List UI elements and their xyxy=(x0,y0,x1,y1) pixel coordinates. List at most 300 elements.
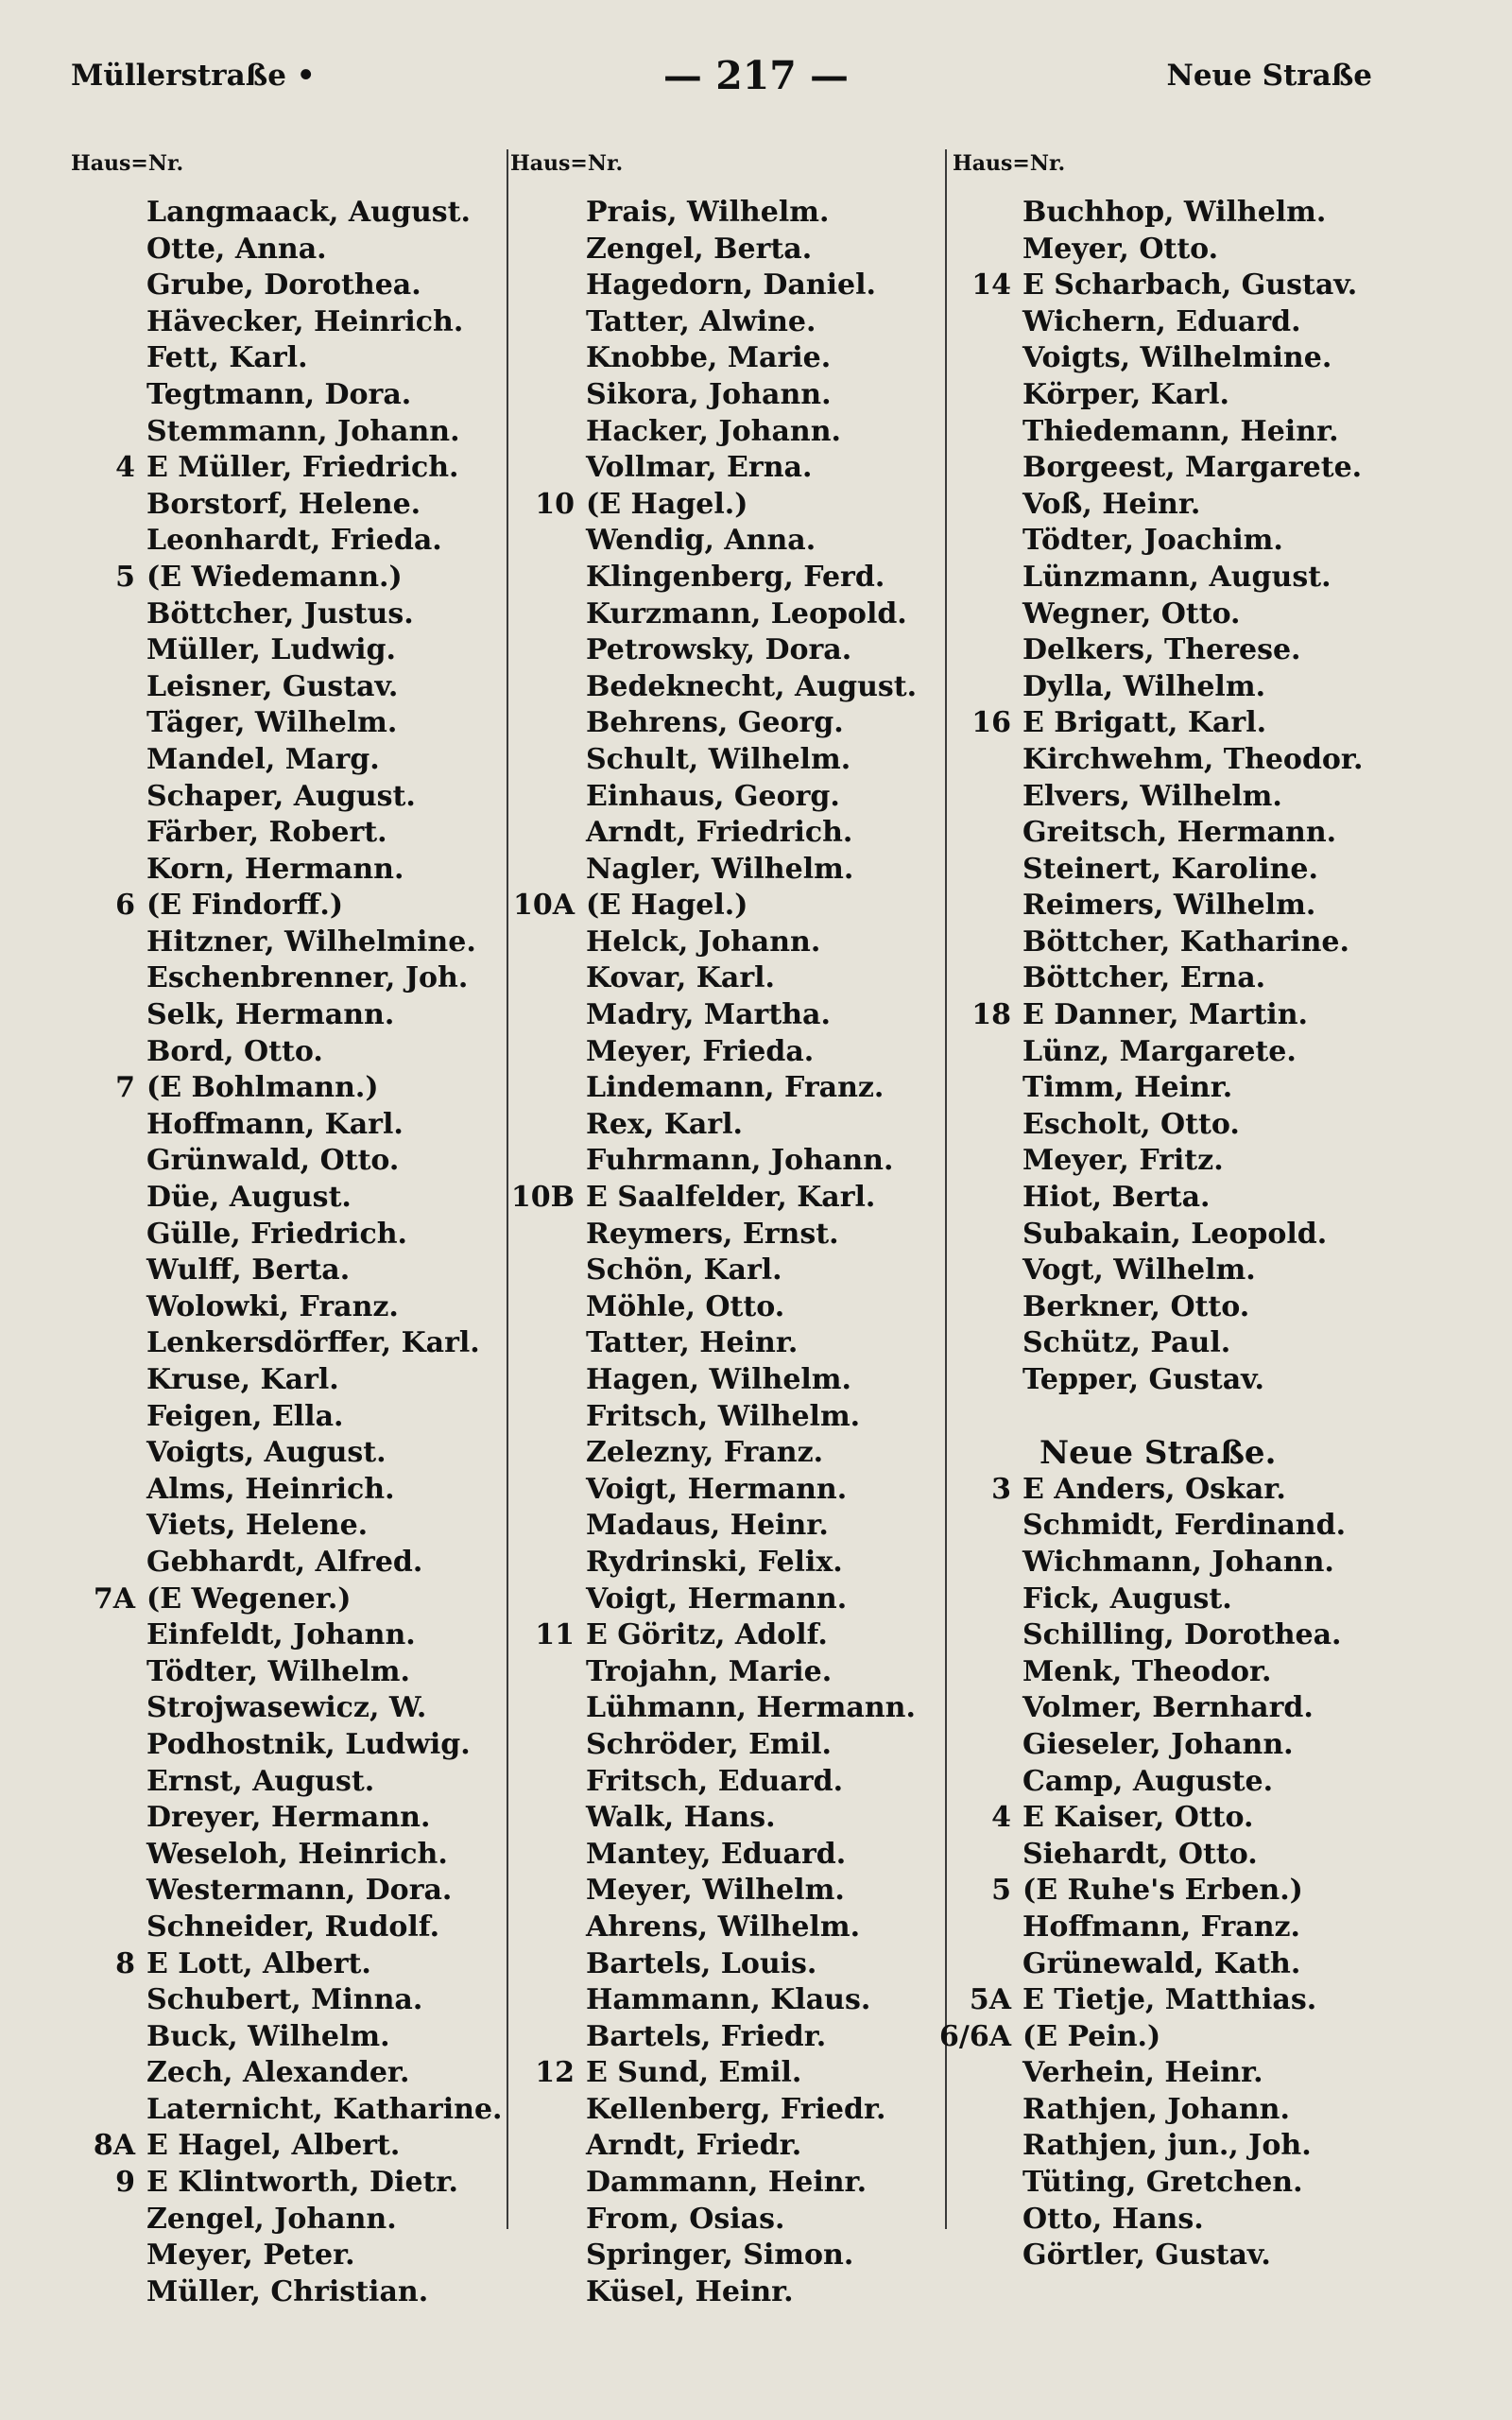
resident-name: Behrens, Georg. xyxy=(586,706,844,740)
directory-entry xyxy=(1022,2165,1363,2202)
resident-name: Hagen, Wilhelm. xyxy=(586,1363,851,1396)
resident-name: Rex, Karl. xyxy=(586,1107,743,1141)
directory-entry xyxy=(1022,1508,1363,1545)
directory-entry xyxy=(586,2202,917,2238)
resident-name: Möhle, Otto. xyxy=(586,1289,785,1323)
house-number: 12 xyxy=(535,2056,575,2090)
resident-name: Tatter, Heinr. xyxy=(586,1326,799,1360)
resident-name: Dreyer, Hermann. xyxy=(146,1801,431,1835)
resident-name: Lünz, Margarete. xyxy=(1022,1034,1297,1068)
resident-name: Böttcher, Justus. xyxy=(146,596,414,631)
resident-name: (E Hagel.) xyxy=(586,487,748,521)
directory-entry xyxy=(146,742,502,779)
directory-entry xyxy=(146,1325,502,1362)
resident-name: (E Wiedemann.) xyxy=(146,560,403,594)
resident-name: Fuhrmann, Johann. xyxy=(586,1144,894,1178)
resident-name: Schaper, August. xyxy=(146,779,416,813)
directory-entry xyxy=(146,815,502,852)
directory-entry xyxy=(146,1764,502,1801)
directory-entry xyxy=(146,1617,502,1654)
directory-entry xyxy=(1022,195,1363,232)
resident-name: Arndt, Friedrich. xyxy=(586,816,853,850)
directory-entry xyxy=(586,1362,917,1399)
directory-entry xyxy=(586,997,917,1034)
directory-entry xyxy=(586,1982,917,2019)
resident-name: Wegner, Otto. xyxy=(1022,596,1241,631)
resident-name: E Brigatt, Karl. xyxy=(1022,706,1267,740)
resident-name: Tödter, Joachim. xyxy=(1022,524,1283,558)
resident-name: Trojahn, Marie. xyxy=(586,1654,833,1688)
directory-entry xyxy=(586,1690,917,1727)
directory-entry xyxy=(512,888,917,925)
resident-name: Schubert, Minna. xyxy=(146,1983,423,2017)
house-number: 8A xyxy=(93,2129,135,2163)
directory-entry xyxy=(586,815,917,852)
directory-entry xyxy=(146,2238,502,2274)
directory-entry xyxy=(1022,632,1363,669)
column-2 xyxy=(510,195,918,2310)
house-number: 6/6A xyxy=(939,2019,1011,2053)
resident-name: Kurzmann, Leopold. xyxy=(586,596,907,631)
page-number: — 217 — xyxy=(662,53,850,98)
resident-name: (E Pein.) xyxy=(1022,2019,1161,2053)
directory-entry xyxy=(1022,1107,1363,1144)
directory-entry xyxy=(586,1472,917,1509)
directory-entry xyxy=(1022,1946,1363,1983)
directory-entry xyxy=(146,1873,502,1910)
directory-entry xyxy=(586,1800,917,1837)
directory-entry xyxy=(146,2202,502,2238)
directory-entry xyxy=(586,2092,917,2129)
resident-name: Voß, Heinr. xyxy=(1022,487,1201,521)
house-number: 10A xyxy=(512,889,575,923)
resident-name: Dylla, Wilhelm. xyxy=(1022,669,1266,703)
directory-entry xyxy=(586,742,917,779)
house-number: 10 xyxy=(535,487,575,521)
directory-entry xyxy=(586,1034,917,1071)
resident-name: Borgeest, Margarete. xyxy=(1022,451,1363,485)
directory-entry xyxy=(146,669,502,706)
directory-entry xyxy=(146,1545,502,1582)
directory-entry xyxy=(586,1435,917,1472)
directory-entry xyxy=(586,340,917,377)
resident-name: Tegtmann, Dora. xyxy=(146,377,412,411)
directory-entry xyxy=(586,560,917,596)
directory-entry xyxy=(1022,1289,1363,1326)
house-number: 11 xyxy=(535,1618,575,1652)
resident-name: Ahrens, Wilhelm. xyxy=(586,1910,861,1944)
resident-name: Gieseler, Johann. xyxy=(1022,1727,1294,1761)
directory-entry xyxy=(146,705,502,742)
header-left-street: Müllerstraße • xyxy=(71,59,316,93)
directory-entry xyxy=(1022,2055,1363,2092)
resident-name: Lenkersdörffer, Karl. xyxy=(146,1326,480,1360)
resident-name: Hiot, Berta. xyxy=(1022,1181,1211,1215)
directory-entry xyxy=(146,1800,502,1837)
resident-name: Buck, Wilhelm. xyxy=(146,2019,390,2053)
resident-name: E Göritz, Adolf. xyxy=(586,1618,828,1652)
resident-name: Reimers, Wilhelm. xyxy=(1022,889,1316,923)
resident-name: Körper, Karl. xyxy=(1022,377,1229,411)
resident-name: Meyer, Fritz. xyxy=(1022,1144,1224,1178)
resident-name: (E Findorff.) xyxy=(146,889,344,923)
resident-name: Otte, Anna. xyxy=(146,232,327,266)
resident-name: Madry, Martha. xyxy=(586,998,831,1032)
resident-name: Lühmann, Hermann. xyxy=(586,1691,916,1725)
directory-entry xyxy=(1022,1764,1363,1801)
directory-entry xyxy=(971,268,1363,304)
directory-entry xyxy=(1022,377,1363,414)
resident-name: Schütz, Paul. xyxy=(1022,1326,1231,1360)
directory-entry xyxy=(146,1982,502,2019)
directory-entry xyxy=(586,1070,917,1107)
directory-entry xyxy=(586,1325,917,1362)
directory-entry xyxy=(1022,1582,1363,1618)
directory-entry xyxy=(586,1545,917,1582)
directory-entry xyxy=(586,1910,917,1946)
directory-entry xyxy=(586,925,917,961)
resident-name: Gebhardt, Alfred. xyxy=(146,1545,423,1579)
directory-entry xyxy=(586,779,917,816)
directory-entry xyxy=(115,2165,502,2202)
directory-entry xyxy=(1022,960,1363,997)
resident-name: Wichern, Eduard. xyxy=(1022,304,1301,338)
resident-name: Reymers, Ernst. xyxy=(586,1217,839,1251)
directory-entry xyxy=(586,2238,917,2274)
neue-strasse-list xyxy=(939,1472,1363,2274)
resident-name: Madaus, Heinr. xyxy=(586,1509,829,1543)
directory-entry xyxy=(146,340,502,377)
directory-entry xyxy=(115,450,502,487)
directory-entry xyxy=(1022,596,1363,633)
directory-entry xyxy=(586,669,917,706)
resident-name: Voigt, Hermann. xyxy=(586,1582,848,1616)
resident-name: Tatter, Alwine. xyxy=(586,304,816,338)
resident-name: Tepper, Gustav. xyxy=(1022,1363,1264,1396)
resident-name: Bedeknecht, August. xyxy=(586,669,918,703)
directory-entry xyxy=(146,1217,502,1253)
directory-entry xyxy=(586,304,917,341)
directory-entry xyxy=(146,2019,502,2056)
directory-entry xyxy=(510,1180,917,1217)
directory-entry xyxy=(115,888,502,925)
house-number: 7 xyxy=(115,1071,135,1105)
directory-entry xyxy=(93,2128,502,2165)
directory-entry xyxy=(1022,1143,1363,1180)
directory-entry xyxy=(146,779,502,816)
directory-entry xyxy=(146,1253,502,1289)
directory-entry xyxy=(1022,1837,1363,1874)
resident-name: Thiedemann, Heinr. xyxy=(1022,414,1339,448)
resident-name: E Sund, Emil. xyxy=(586,2056,802,2090)
directory-entry xyxy=(1022,925,1363,961)
directory-entry xyxy=(146,997,502,1034)
house-number: 3 xyxy=(991,1472,1011,1506)
resident-name: Selk, Hermann. xyxy=(146,998,395,1032)
resident-name: Eschenbrenner, Joh. xyxy=(146,961,469,995)
column-3-list xyxy=(971,195,1364,1399)
resident-name: E Lott, Albert. xyxy=(146,1946,371,1980)
directory-entry xyxy=(586,1289,917,1326)
resident-name: Meyer, Otto. xyxy=(1022,232,1219,266)
resident-name: Alms, Heinrich. xyxy=(146,1472,395,1506)
resident-name: Vogt, Wilhelm. xyxy=(1022,1253,1256,1288)
resident-name: Bartels, Friedr. xyxy=(586,2019,827,2053)
resident-name: E Saalfelder, Karl. xyxy=(586,1181,876,1215)
resident-name: Färber, Robert. xyxy=(146,816,387,850)
house-number: 18 xyxy=(971,998,1011,1032)
resident-name: Bartels, Louis. xyxy=(586,1946,817,1980)
house-number: 5 xyxy=(991,1874,1011,1908)
directory-entry xyxy=(586,1143,917,1180)
header-right-street: Neue Straße xyxy=(1166,59,1372,93)
column-label-2: Haus=Nr. xyxy=(510,151,624,176)
house-number: 5A xyxy=(969,1983,1011,2017)
directory-entry xyxy=(146,2092,502,2129)
directory-entry xyxy=(146,1472,502,1509)
directory-entry xyxy=(146,632,502,669)
directory-entry xyxy=(586,1582,917,1618)
directory-entry xyxy=(586,1727,917,1764)
directory-entry xyxy=(1022,1910,1363,1946)
directory-entry xyxy=(586,852,917,889)
column-divider-1 xyxy=(507,149,508,2229)
directory-entry xyxy=(1022,2128,1363,2165)
resident-name: Hoffmann, Karl. xyxy=(146,1107,404,1141)
resident-name: Steinert, Karoline. xyxy=(1022,852,1318,886)
resident-name: E Tietje, Matthias. xyxy=(1022,1983,1317,2017)
resident-name: Sikora, Johann. xyxy=(586,377,832,411)
directory-entry xyxy=(1022,2202,1363,2238)
directory-entry xyxy=(1022,815,1363,852)
directory-entry xyxy=(146,960,502,997)
resident-name: Leonhardt, Frieda. xyxy=(146,524,442,558)
directory-entry xyxy=(586,195,917,232)
resident-name: Kruse, Karl. xyxy=(146,1363,339,1396)
resident-name: Langmaack, August. xyxy=(146,196,471,229)
resident-name: Schön, Karl. xyxy=(586,1253,782,1288)
resident-name: Zengel, Johann. xyxy=(146,2202,397,2236)
directory-entry xyxy=(146,523,502,560)
resident-name: (E Hagel.) xyxy=(586,889,748,923)
resident-name: Ernst, August. xyxy=(146,1764,375,1798)
resident-name: Einhaus, Georg. xyxy=(586,779,840,813)
resident-name: E Müller, Friedrich. xyxy=(146,451,459,485)
resident-name: E Hagel, Albert. xyxy=(146,2129,401,2163)
resident-name: Petrowsky, Dora. xyxy=(586,633,852,667)
resident-name: Fritsch, Wilhelm. xyxy=(586,1399,861,1433)
directory-entry xyxy=(1022,1070,1363,1107)
resident-name: Hagedorn, Daniel. xyxy=(586,268,876,302)
directory-entry xyxy=(586,596,917,633)
directory-entry xyxy=(146,1910,502,1946)
directory-entry xyxy=(146,487,502,524)
directory-entry xyxy=(146,1180,502,1217)
directory-entry xyxy=(1022,340,1363,377)
resident-name: Dammann, Heinr. xyxy=(586,2166,868,2200)
directory-entry xyxy=(586,1399,917,1436)
directory-entry xyxy=(586,1253,917,1289)
resident-name: Borstorf, Helene. xyxy=(146,487,421,521)
directory-entry xyxy=(1022,852,1363,889)
column-label-3: Haus=Nr. xyxy=(953,151,1066,176)
directory-entry xyxy=(1022,2092,1363,2129)
directory-entry xyxy=(586,1764,917,1801)
directory-entry xyxy=(1022,1217,1363,1253)
directory-entry xyxy=(586,268,917,304)
resident-name: Zelezny, Franz. xyxy=(586,1436,824,1470)
resident-name: Zech, Alexander. xyxy=(146,2056,410,2090)
resident-name: Böttcher, Erna. xyxy=(1022,961,1266,995)
resident-name: Elvers, Wilhelm. xyxy=(1022,779,1282,813)
resident-name: Delkers, Therese. xyxy=(1022,633,1301,667)
resident-name: Fick, August. xyxy=(1022,1582,1232,1616)
directory-entry xyxy=(586,450,917,487)
directory-entry xyxy=(1022,888,1363,925)
directory-entry xyxy=(969,1982,1363,2019)
directory-entry xyxy=(1022,1690,1363,1727)
resident-name: Wulff, Berta. xyxy=(146,1253,351,1288)
resident-name: Voigts, Wilhelmine. xyxy=(1022,341,1332,375)
house-number: 4 xyxy=(115,451,135,485)
directory-entry xyxy=(1022,2238,1363,2274)
directory-entry xyxy=(146,1107,502,1144)
directory-entry xyxy=(146,195,502,232)
resident-name: Schult, Wilhelm. xyxy=(586,742,851,776)
directory-entry xyxy=(586,1837,917,1874)
directory-entry xyxy=(1022,1617,1363,1654)
resident-name: Korn, Hermann. xyxy=(146,852,404,886)
resident-name: Hammann, Klaus. xyxy=(586,1983,871,2017)
resident-name: Lindemann, Franz. xyxy=(586,1071,885,1105)
directory-entry xyxy=(586,1217,917,1253)
resident-name: Viets, Helene. xyxy=(146,1509,369,1543)
directory-entry xyxy=(586,1946,917,1983)
resident-name: Täger, Wilhelm. xyxy=(146,706,398,740)
directory-entry xyxy=(1022,1180,1363,1217)
resident-name: Knobbe, Marie. xyxy=(586,341,832,375)
directory-entry xyxy=(146,852,502,889)
directory-entry xyxy=(535,1617,917,1654)
directory-entry xyxy=(1022,1034,1363,1071)
resident-name: From, Osias. xyxy=(586,2202,785,2236)
resident-name: Düe, August. xyxy=(146,1181,352,1215)
resident-name: Stemmann, Johann. xyxy=(146,414,460,448)
resident-name: (E Wegener.) xyxy=(146,1582,352,1616)
directory-entry xyxy=(1022,1253,1363,1289)
resident-name: Kovar, Karl. xyxy=(586,961,775,995)
resident-name: Wichmann, Johann. xyxy=(1022,1545,1334,1579)
directory-entry xyxy=(1022,1654,1363,1691)
resident-name: Tödter, Wilhelm. xyxy=(146,1654,410,1688)
resident-name: Voigt, Hermann. xyxy=(586,1472,848,1506)
resident-name: Podhostnik, Ludwig. xyxy=(146,1727,471,1761)
directory-entry xyxy=(586,960,917,997)
directory-entry xyxy=(939,2019,1363,2056)
directory-entry xyxy=(586,232,917,268)
resident-name: Verhein, Heinr. xyxy=(1022,2056,1263,2090)
directory-entry xyxy=(991,1873,1363,1910)
directory-entry xyxy=(586,1654,917,1691)
resident-name: Schröder, Emil. xyxy=(586,1727,832,1761)
directory-entry xyxy=(146,377,502,414)
resident-name: Escholt, Otto. xyxy=(1022,1107,1240,1141)
resident-name: Feigen, Ella. xyxy=(146,1399,344,1433)
resident-name: Menk, Theodor. xyxy=(1022,1654,1272,1688)
resident-name: Müller, Ludwig. xyxy=(146,633,396,667)
section-gap xyxy=(1022,1399,1363,1436)
resident-name: Arndt, Friedr. xyxy=(586,2129,802,2163)
directory-entry xyxy=(115,560,502,596)
house-number: 9 xyxy=(115,2166,135,2200)
directory-entry xyxy=(971,705,1363,742)
house-number: 5 xyxy=(115,560,135,594)
directory-entry xyxy=(146,1508,502,1545)
house-number: 10B xyxy=(510,1181,575,1215)
section-title-neue-strasse: Neue Straße. xyxy=(1040,1434,1277,1473)
directory-entry xyxy=(586,1107,917,1144)
directory-entry xyxy=(146,1435,502,1472)
directory-entry xyxy=(146,1690,502,1727)
directory-entry xyxy=(1022,1727,1363,1764)
directory-entry xyxy=(146,1654,502,1691)
resident-name: Grube, Dorothea. xyxy=(146,268,421,302)
directory-entry xyxy=(1022,487,1363,524)
directory-entry xyxy=(146,2055,502,2092)
resident-name: Meyer, Peter. xyxy=(146,2238,355,2273)
resident-name: Prais, Wilhelm. xyxy=(586,196,830,229)
directory-entry xyxy=(586,377,917,414)
directory-entry xyxy=(586,414,917,451)
resident-name: Grünwald, Otto. xyxy=(146,1144,400,1178)
resident-name: Greitsch, Hermann. xyxy=(1022,816,1337,850)
resident-name: Otto, Hans. xyxy=(1022,2202,1204,2236)
resident-name: Walk, Hans. xyxy=(586,1801,776,1835)
directory-entry xyxy=(1022,779,1363,816)
directory-entry xyxy=(146,1143,502,1180)
resident-name: Böttcher, Katharine. xyxy=(1022,925,1349,959)
directory-entry xyxy=(991,1472,1363,1509)
directory-entry xyxy=(1022,304,1363,341)
resident-name: Timm, Heinr. xyxy=(1022,1071,1233,1105)
resident-name: Lünzmann, August. xyxy=(1022,560,1332,594)
directory-entry xyxy=(146,596,502,633)
resident-name: Rathjen, jun., Joh. xyxy=(1022,2129,1312,2163)
house-number: 6 xyxy=(115,889,135,923)
resident-name: E Danner, Martin. xyxy=(1022,998,1308,1032)
resident-name: Klingenberg, Ferd. xyxy=(586,560,885,594)
directory-entry xyxy=(586,2019,917,2056)
directory-entry xyxy=(146,268,502,304)
house-number: 14 xyxy=(971,268,1011,302)
house-number: 7A xyxy=(93,1582,135,1616)
directory-entry xyxy=(1022,1362,1363,1399)
directory-entry xyxy=(1022,669,1363,706)
directory-entry xyxy=(146,1289,502,1326)
directory-entry xyxy=(535,2055,917,2092)
resident-name: Vollmar, Erna. xyxy=(586,451,813,485)
resident-name: Westermann, Dora. xyxy=(146,1874,453,1908)
resident-name: E Anders, Oskar. xyxy=(1022,1472,1286,1506)
resident-name: Mandel, Marg. xyxy=(146,742,380,776)
resident-name: Schilling, Dorothea. xyxy=(1022,1618,1342,1652)
resident-name: Grünewald, Kath. xyxy=(1022,1946,1301,1980)
resident-name: Subakain, Leopold. xyxy=(1022,1217,1328,1251)
resident-name: Müller, Christian. xyxy=(146,2274,429,2308)
house-number: 8 xyxy=(115,1946,135,1980)
directory-entry xyxy=(1022,450,1363,487)
directory-entry xyxy=(586,705,917,742)
